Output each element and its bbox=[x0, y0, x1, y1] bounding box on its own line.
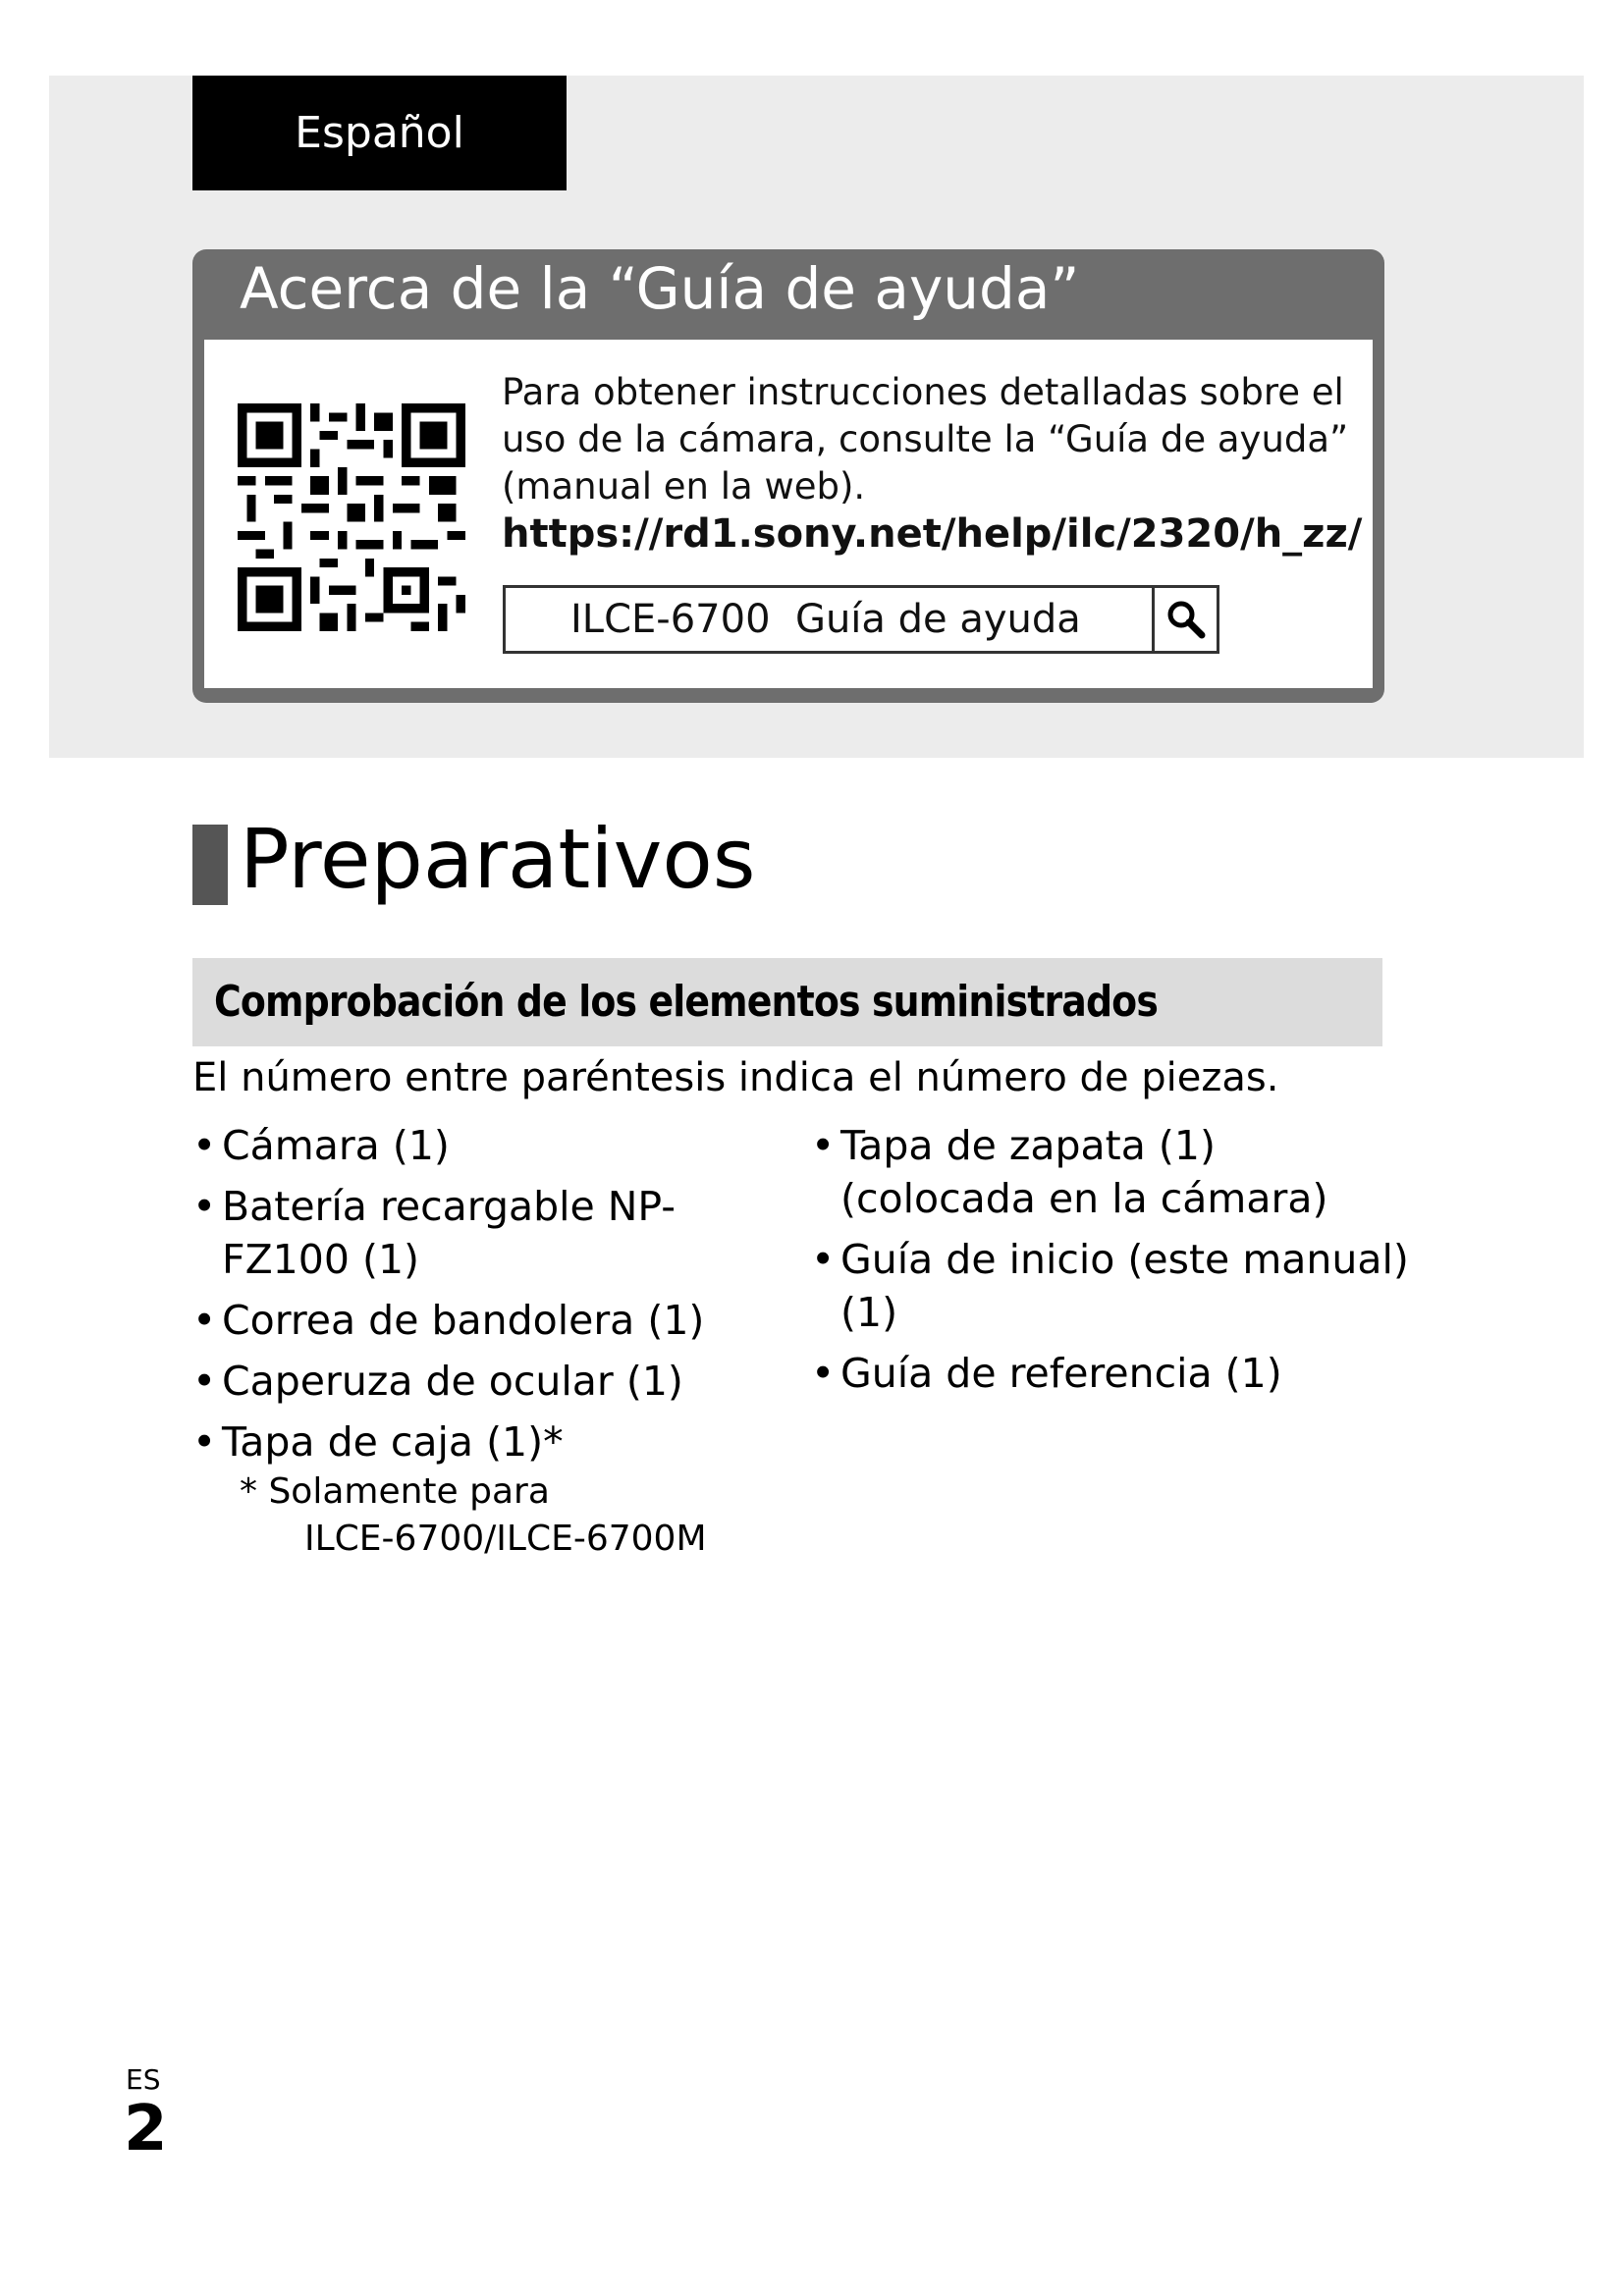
page-number: 2 bbox=[124, 2093, 168, 2165]
magnifier-icon bbox=[1164, 598, 1208, 641]
list-item: • Correa de bandolera (1) bbox=[192, 1297, 705, 1344]
subsection-header bbox=[192, 958, 1382, 1046]
help-guide-text bbox=[502, 369, 1366, 558]
list-item: • Cámara (1) bbox=[192, 1122, 450, 1169]
search-button[interactable] bbox=[1152, 588, 1217, 651]
list-item: • Caperuza de ocular (1) bbox=[192, 1358, 683, 1405]
supplied-items-right bbox=[811, 1119, 1420, 1400]
qr-code-icon[interactable] bbox=[238, 403, 465, 631]
search-input[interactable]: ILCE-6700 Guía de ayuda bbox=[570, 597, 1081, 642]
help-guide-title: Acerca de la “Guía de ayuda” bbox=[240, 255, 1080, 322]
list-item: • Guía de referencia (1) bbox=[811, 1350, 1282, 1397]
list-item: • Tapa de caja (1)* bbox=[192, 1418, 564, 1466]
language-label: Español bbox=[295, 108, 464, 158]
section-marker bbox=[192, 825, 228, 905]
list-item: • Batería recargable NP-FZ100 (1) bbox=[192, 1183, 677, 1283]
section-title: Preparativos bbox=[240, 811, 756, 907]
intro-text: El número entre paréntesis indica el número de piezas. bbox=[192, 1055, 1279, 1100]
page-language-code: ES bbox=[126, 2063, 161, 2096]
help-guide-url[interactable]: https://rd1.sony.net/help/ilc/2320/h_zz/ bbox=[502, 511, 1363, 557]
help-guide-body bbox=[204, 340, 1373, 688]
footnote-line: * Solamente para bbox=[240, 1471, 550, 1512]
search-box[interactable] bbox=[503, 585, 1219, 654]
help-guide-description: Para obtener instrucciones detalladas sobre el uso de la cámara, consulte la “Guía de ayuda” (manual en la web). bbox=[502, 371, 1349, 507]
list-item: • Guía de inicio (este manual) (1) bbox=[811, 1236, 1409, 1336]
footnote bbox=[192, 1468, 782, 1563]
help-guide-panel bbox=[192, 249, 1384, 703]
list-item: • Tapa de zapata (1) (colocada en la cámara) bbox=[811, 1122, 1328, 1222]
language-tab bbox=[192, 76, 567, 190]
footnote-line: ILCE-6700/ILCE-6700M bbox=[304, 1519, 707, 1559]
subsection-title: Comprobación de los elementos suministrados bbox=[214, 977, 1158, 1027]
supplied-items-left bbox=[192, 1119, 782, 1563]
